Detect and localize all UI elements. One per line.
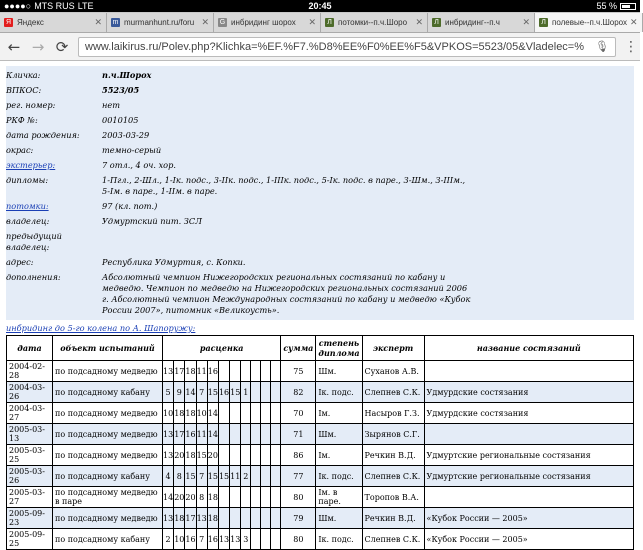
score-cell <box>271 508 281 529</box>
expert-name: Речкин В.Д. <box>362 508 424 529</box>
info-label-link[interactable]: экстерьер: <box>6 160 56 170</box>
tab-close-icon[interactable]: ✕ <box>201 17 209 27</box>
score-cell <box>251 361 261 382</box>
column-header: эксперт <box>362 336 424 361</box>
diploma-degree: Iк. подс. <box>316 382 362 403</box>
reload-icon[interactable]: ⟳ <box>55 37 69 56</box>
browser-tab[interactable] <box>0 13 107 32</box>
trial-sum: 71 <box>281 424 316 445</box>
info-label: адрес: <box>6 257 34 267</box>
tab-favicon-icon: Л <box>539 18 548 27</box>
score-cell <box>251 445 261 466</box>
expert-name: Суханов А.В. <box>362 361 424 382</box>
score-cell <box>261 487 271 508</box>
score-cell <box>241 424 251 445</box>
score-cell: 16 <box>185 424 196 445</box>
score-cell: 18 <box>174 403 185 424</box>
info-row <box>6 113 634 128</box>
menu-icon[interactable]: ⋮ <box>624 38 638 55</box>
expert-name: Насыров Г.З. <box>362 403 424 424</box>
info-value: нет <box>102 100 121 110</box>
expert-name: Зырянов С.Г. <box>362 424 424 445</box>
score-cell <box>218 445 229 466</box>
browser-toolbar <box>0 33 640 61</box>
expert-name: Слепнев С.К. <box>362 466 424 487</box>
info-row <box>6 255 634 270</box>
tab-favicon-icon: Л <box>325 18 334 27</box>
score-cell: 15 <box>207 382 218 403</box>
info-label: Кличка: <box>6 70 41 80</box>
info-label-link[interactable]: потомки: <box>6 201 49 211</box>
diploma-degree: Шм. <box>316 508 362 529</box>
trial-object: по подсадному медведю <box>53 445 163 466</box>
carrier-name: MTS RUS <box>34 1 75 11</box>
tab-favicon-icon: Я <box>5 19 12 26</box>
score-cell <box>251 424 261 445</box>
trial-date: 2004-02-28 <box>7 361 53 382</box>
info-value: 0010105 <box>102 115 139 125</box>
diploma-degree: Iк. подс. <box>316 529 362 550</box>
event-name <box>424 361 633 382</box>
info-value: темно-серый <box>102 145 162 155</box>
score-cell: 2 <box>241 466 251 487</box>
score-cell: 11 <box>196 361 207 382</box>
table-row <box>7 445 634 466</box>
column-header: сумма <box>281 336 316 361</box>
info-label: дата рождения: <box>6 130 80 140</box>
info-row <box>6 143 634 158</box>
score-cell: 2 <box>163 529 174 550</box>
score-cell: 17 <box>174 424 185 445</box>
table-row <box>7 361 634 382</box>
tab-close-icon[interactable]: ✕ <box>308 17 316 27</box>
table-row <box>7 466 634 487</box>
info-label: РКФ №: <box>6 115 38 125</box>
info-row <box>6 173 634 199</box>
score-cell <box>230 508 241 529</box>
info-label: дипломы: <box>6 175 49 185</box>
info-row <box>6 199 634 214</box>
score-cell: 18 <box>185 361 196 382</box>
trial-object: по подсадному кабану <box>53 466 163 487</box>
info-row <box>6 68 634 83</box>
score-cell: 14 <box>207 403 218 424</box>
score-cell <box>251 529 261 550</box>
event-name <box>424 487 633 508</box>
tab-close-icon[interactable]: ✕ <box>630 17 638 27</box>
score-cell: 4 <box>163 466 174 487</box>
trial-date: 2005-03-13 <box>7 424 53 445</box>
score-cell: 14 <box>185 382 196 403</box>
info-value: 1-Пгл., 2-Шл., 1-Iк. подс., 3-IIк. подс., 1-IIIк. подс., 5-Iк. подс. в паре., 3-Шм., 3-IIIм., 5-Iм. в паре., 1-IIм. в паре. <box>102 175 466 196</box>
score-cell <box>271 466 281 487</box>
info-value: Удмуртский пит. ЗСЛ <box>102 216 202 226</box>
column-header: название состязаний <box>424 336 633 361</box>
microphone-icon[interactable]: 🎙 <box>595 41 609 53</box>
score-cell: 13 <box>163 445 174 466</box>
info-label: предыдущий владелец: <box>6 231 62 252</box>
tab-title: инбридинг--п.ч <box>445 18 500 27</box>
score-cell <box>241 445 251 466</box>
score-cell <box>271 424 281 445</box>
score-cell <box>251 466 261 487</box>
score-cell: 17 <box>185 508 196 529</box>
table-row <box>7 508 634 529</box>
score-cell: 5 <box>163 382 174 403</box>
diploma-degree: Iм. <box>316 445 362 466</box>
score-cell: 15 <box>230 382 241 403</box>
score-cell: 15 <box>196 445 207 466</box>
score-cell <box>230 403 241 424</box>
score-cell: 7 <box>196 466 207 487</box>
score-cell: 13 <box>163 424 174 445</box>
score-cell: 8 <box>174 466 185 487</box>
trial-sum: 86 <box>281 445 316 466</box>
score-cell <box>271 403 281 424</box>
trial-object: по подсадному медведю в паре <box>53 487 163 508</box>
score-cell: 9 <box>174 382 185 403</box>
score-cell <box>261 403 271 424</box>
score-cell: 20 <box>174 487 185 508</box>
score-cell <box>251 382 261 403</box>
info-row <box>6 158 634 173</box>
trial-sum: 70 <box>281 403 316 424</box>
event-name: Удмурдские состязания <box>424 382 633 403</box>
score-cell: 1 <box>241 382 251 403</box>
column-header: степень диплома <box>316 336 362 361</box>
tab-title: инбридинг шорох <box>231 18 296 27</box>
trial-sum: 75 <box>281 361 316 382</box>
score-cell <box>218 361 229 382</box>
field-trials-table <box>6 335 634 550</box>
score-cell: 17 <box>174 361 185 382</box>
table-header-row <box>7 336 634 361</box>
trial-object: по подсадному медведю <box>53 361 163 382</box>
expert-name: Слепнев С.К. <box>362 529 424 550</box>
trial-object: по подсадному кабану <box>53 382 163 403</box>
info-value: 2003-03-29 <box>102 130 150 140</box>
info-value: 5523/05 <box>102 85 140 95</box>
score-cell <box>230 445 241 466</box>
trial-date: 2005-03-25 <box>7 445 53 466</box>
tab-title: потомки--п.ч.Шоро <box>338 18 408 27</box>
score-cell <box>230 361 241 382</box>
score-cell <box>251 403 261 424</box>
tab-favicon-icon: G <box>219 19 226 26</box>
tab-title: Яндекс <box>17 18 44 27</box>
trial-sum: 80 <box>281 529 316 550</box>
event-name: Удмурдские состязания <box>424 403 633 424</box>
trial-object: по подсадному медведю <box>53 508 163 529</box>
score-cell <box>218 424 229 445</box>
tab-close-icon[interactable]: ✕ <box>94 17 102 27</box>
score-cell <box>261 508 271 529</box>
score-cell <box>241 508 251 529</box>
score-cell <box>230 487 241 508</box>
trial-object: по подсадному медведю <box>53 424 163 445</box>
table-row <box>7 403 634 424</box>
event-name: Удмуртские региональные состязания <box>424 466 633 487</box>
info-value: Абсолютный чемпион Нижегородских региональных состязаний по кабану и медведю. Чемпион по медведю на Нижегородских региональных состязаний 2006 г. Абсолютный чемпион Международных состязаний по кабану и медведю «Кубок России 2007», питомник «Великоусть». <box>102 272 471 315</box>
score-cell <box>261 424 271 445</box>
score-cell: 3 <box>241 529 251 550</box>
expert-name: Речкин В.Д. <box>362 445 424 466</box>
diploma-degree: Шм. <box>316 424 362 445</box>
info-row <box>6 229 634 255</box>
trial-date: 2005-03-26 <box>7 466 53 487</box>
column-header: расценка <box>163 336 281 361</box>
score-cell: 18 <box>185 403 196 424</box>
trial-date: 2004-03-26 <box>7 382 53 403</box>
score-cell <box>251 508 261 529</box>
trial-date: 2005-03-27 <box>7 487 53 508</box>
score-cell: 16 <box>185 529 196 550</box>
score-cell: 18 <box>185 445 196 466</box>
trial-sum: 77 <box>281 466 316 487</box>
score-cell: 16 <box>218 382 229 403</box>
info-label: владелец: <box>6 216 50 226</box>
browser-tab[interactable] <box>214 13 321 32</box>
address-bar[interactable] <box>78 37 616 57</box>
trial-object: по подсадному медведю <box>53 403 163 424</box>
diploma-degree: Iм. <box>316 403 362 424</box>
trial-sum: 82 <box>281 382 316 403</box>
score-cell <box>241 487 251 508</box>
info-row <box>6 270 634 318</box>
score-cell: 16 <box>207 361 218 382</box>
trial-sum: 80 <box>281 487 316 508</box>
info-value: п.ч.Шорох <box>102 70 152 80</box>
info-label: ВПКОС: <box>6 85 42 95</box>
score-cell <box>271 487 281 508</box>
table-row <box>7 382 634 403</box>
score-cell: 18 <box>207 508 218 529</box>
score-cell <box>218 487 229 508</box>
score-cell <box>241 361 251 382</box>
score-cell: 15 <box>207 466 218 487</box>
tab-bar <box>0 12 640 33</box>
score-cell <box>271 361 281 382</box>
score-cell <box>230 424 241 445</box>
info-value: 97 (кл. пот.) <box>102 201 158 211</box>
score-cell <box>261 445 271 466</box>
info-value: Республика Удмуртия, с. Копки. <box>102 257 246 267</box>
inbreeding-line <box>6 323 634 333</box>
table-row <box>7 424 634 445</box>
score-cell: 20 <box>174 445 185 466</box>
trial-date: 2005-09-23 <box>7 508 53 529</box>
status-time: 20:45 <box>308 1 332 11</box>
browser-tab[interactable] <box>107 13 214 32</box>
table-row <box>7 487 634 508</box>
tab-title: полевые--п.ч.Шорох <box>552 18 628 27</box>
url-text[interactable]: www.laikirus.ru/Polev.php?Klichka=%EF.%F7.%D8%EE%F0%EE%F5&VPKOS=5523/05&Vladelec=% <box>85 40 585 53</box>
score-cell: 10 <box>163 403 174 424</box>
score-cell <box>261 529 271 550</box>
score-cell: 13 <box>230 529 241 550</box>
browser-tab[interactable] <box>535 13 643 32</box>
score-cell: 11 <box>196 424 207 445</box>
score-cell <box>218 403 229 424</box>
browser-tab[interactable] <box>428 13 535 32</box>
score-cell: 18 <box>207 487 218 508</box>
event-name <box>424 424 633 445</box>
trial-object: по подсадному кабану <box>53 529 163 550</box>
info-row <box>6 98 634 113</box>
info-row <box>6 83 634 98</box>
score-cell: 10 <box>174 529 185 550</box>
diploma-degree: Шм. <box>316 361 362 382</box>
score-cell: 10 <box>196 403 207 424</box>
network-type: LTE <box>77 1 94 11</box>
battery-icon <box>620 3 636 10</box>
info-label: рег. номер: <box>6 100 56 110</box>
table-row <box>7 529 634 550</box>
score-cell: 20 <box>185 487 196 508</box>
score-cell: 7 <box>196 529 207 550</box>
score-cell: 16 <box>207 529 218 550</box>
tab-close-icon[interactable]: ✕ <box>522 17 530 27</box>
score-cell: 15 <box>218 466 229 487</box>
info-value: 7 отл., 4 оч. хор. <box>102 160 176 170</box>
dog-info-panel <box>6 66 634 320</box>
score-cell: 13 <box>163 361 174 382</box>
score-cell: 20 <box>207 445 218 466</box>
back-arrow-icon[interactable]: ← <box>7 37 21 56</box>
expert-name: Торопов В.А. <box>362 487 424 508</box>
score-cell <box>218 508 229 529</box>
score-cell <box>251 487 261 508</box>
info-value <box>102 231 634 253</box>
event-name: «Кубок России — 2005» <box>424 529 633 550</box>
score-cell: 13 <box>163 508 174 529</box>
expert-name: Слепнев С.К. <box>362 382 424 403</box>
score-cell: 13 <box>196 508 207 529</box>
info-label: окрас: <box>6 145 34 155</box>
inbreeding-link[interactable]: инбридинг до 5-го колена по А. Шапоружу: <box>6 323 196 333</box>
page-content <box>0 62 640 548</box>
score-cell <box>271 529 281 550</box>
tab-close-icon[interactable]: ✕ <box>415 17 423 27</box>
score-cell <box>271 445 281 466</box>
tab-title: murmanhunt.ru/foru <box>124 18 195 27</box>
trial-date: 2004-03-27 <box>7 403 53 424</box>
score-cell: 14 <box>163 487 174 508</box>
status-bar <box>0 0 640 12</box>
score-cell <box>261 361 271 382</box>
score-cell: 11 <box>230 466 241 487</box>
score-cell <box>271 382 281 403</box>
battery-percent: 55 % <box>596 1 617 11</box>
trial-sum: 79 <box>281 508 316 529</box>
info-row <box>6 128 634 143</box>
diploma-degree: Iм. в паре. <box>316 487 362 508</box>
column-header: дата <box>7 336 53 361</box>
score-cell <box>241 403 251 424</box>
tab-favicon-icon: Л <box>432 18 441 27</box>
score-cell: 8 <box>196 487 207 508</box>
info-row <box>6 214 634 229</box>
score-cell: 13 <box>218 529 229 550</box>
info-label[interactable] <box>6 160 102 171</box>
tab-favicon-icon: m <box>112 19 119 26</box>
score-cell: 15 <box>185 466 196 487</box>
trial-date: 2005-09-25 <box>7 529 53 550</box>
diploma-degree: Iк. подс. <box>316 466 362 487</box>
info-label[interactable] <box>6 201 102 212</box>
score-cell <box>261 466 271 487</box>
score-cell <box>261 382 271 403</box>
info-label: дополнения: <box>6 272 61 282</box>
score-cell: 18 <box>174 508 185 529</box>
column-header: объект испытаний <box>53 336 163 361</box>
score-cell: 14 <box>207 424 218 445</box>
browser-tab[interactable] <box>321 13 428 32</box>
score-cell: 7 <box>196 382 207 403</box>
forward-arrow-icon[interactable]: → <box>31 37 45 56</box>
signal-icon: ●●●●○ <box>4 1 32 11</box>
event-name: Удмуртские региональные состязания <box>424 445 633 466</box>
event-name: «Кубок России — 2005» <box>424 508 633 529</box>
